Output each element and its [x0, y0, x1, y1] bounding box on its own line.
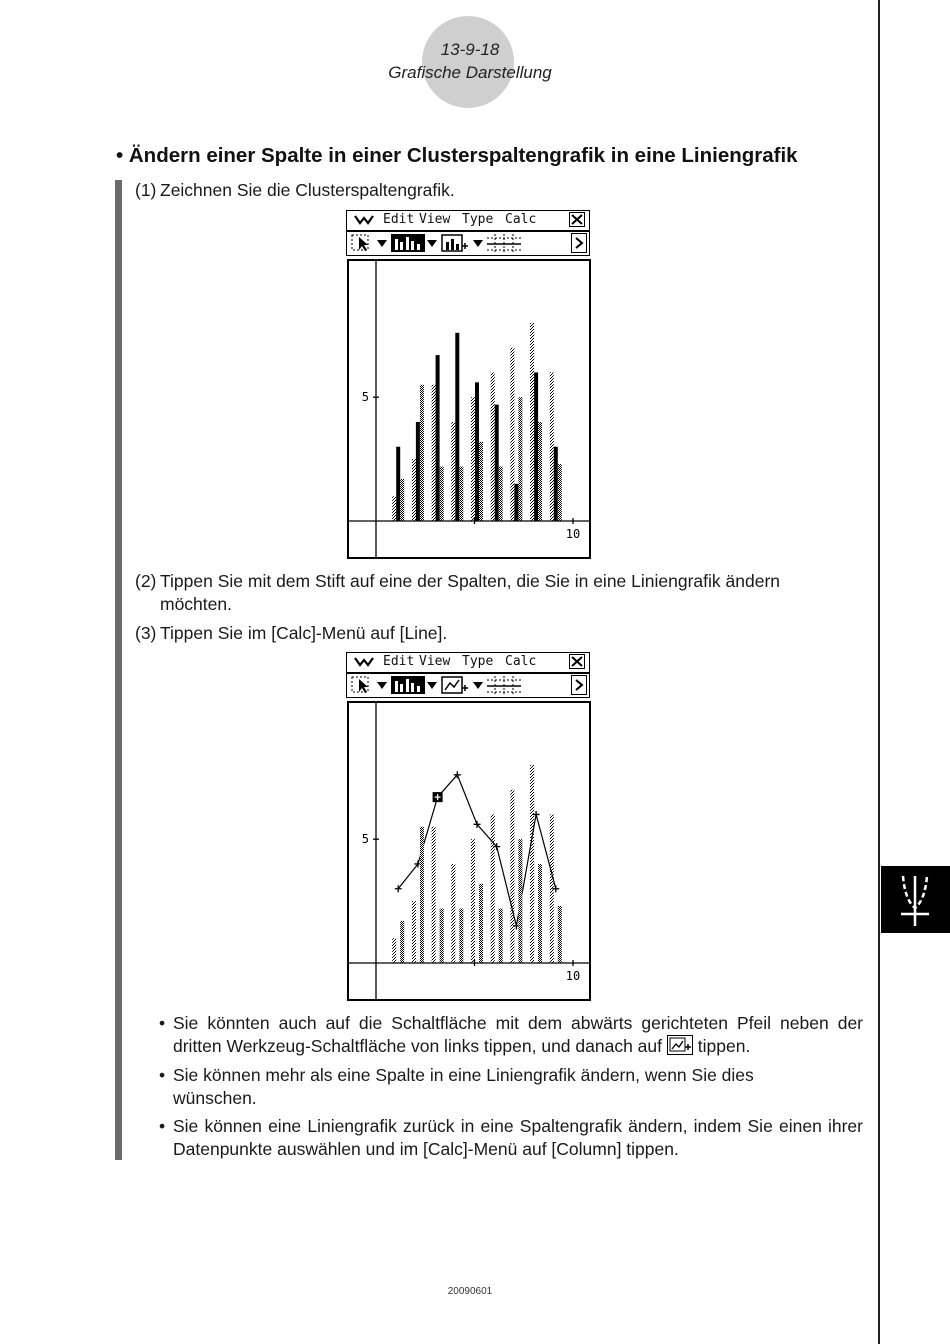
bar [499, 467, 503, 521]
menu-edit[interactable]: Edit [383, 212, 415, 227]
graph-app-icon [881, 866, 950, 933]
dropdown-arrow-icon[interactable] [426, 234, 438, 252]
calculator-screen-1 [346, 210, 590, 560]
bar [479, 442, 483, 521]
bar [558, 906, 562, 963]
x-tick-label: 10 [565, 969, 581, 983]
scroll-right-icon[interactable] [571, 233, 587, 251]
section-bar [115, 180, 122, 1160]
x-tick-label: 10 [565, 527, 581, 541]
menu-bar [346, 210, 590, 231]
menu-view[interactable]: View [419, 654, 451, 669]
cluster-column-line-chart [349, 703, 589, 999]
bar [420, 385, 424, 521]
bar [440, 909, 444, 963]
bar [432, 385, 436, 521]
bar [491, 814, 495, 963]
bar [538, 422, 542, 521]
y-tick-label: 5 [361, 832, 369, 847]
menu-type[interactable]: Type [462, 654, 494, 669]
add-line-icon [667, 1035, 693, 1055]
bar [475, 382, 479, 521]
bar [459, 909, 463, 963]
bar [530, 765, 534, 963]
bar [400, 921, 404, 963]
bar [392, 938, 396, 963]
bullet-text-continued: wünschen. [173, 1088, 257, 1108]
bullet-text-part: tippen. [697, 1036, 751, 1056]
bar [558, 464, 562, 521]
bar [550, 372, 554, 521]
step-text: Zeichnen Sie die Clusterspaltengrafik. [160, 180, 455, 200]
bar [432, 827, 436, 963]
bar [459, 467, 463, 521]
pointer-tool-icon[interactable] [351, 676, 371, 694]
close-icon[interactable] [569, 654, 585, 673]
scroll-right-icon[interactable] [571, 675, 587, 693]
bar [396, 447, 400, 521]
y-tick-label: 5 [361, 390, 369, 405]
add-line-icon[interactable] [441, 676, 469, 694]
cluster-column-chart [349, 261, 589, 557]
bullet-dot: • [159, 1065, 166, 1085]
menu-type[interactable]: Type [462, 212, 494, 227]
bar [400, 479, 404, 521]
bar [412, 901, 416, 963]
bullet-text: Sie können mehr als eine Spalte in eine Liniengrafik ändern, wenn Sie dies [173, 1065, 754, 1085]
dropdown-arrow-icon[interactable] [472, 676, 484, 694]
add-bar-icon[interactable] [441, 234, 469, 252]
bar [471, 839, 475, 963]
close-icon[interactable] [569, 212, 585, 231]
column-graph-icon[interactable] [391, 234, 425, 252]
bullet-text-continued [173, 1035, 750, 1058]
dropdown-arrow-icon[interactable] [472, 234, 484, 252]
step-text-continued: möchten. [160, 594, 232, 614]
bar [499, 909, 503, 963]
menu-edit[interactable]: Edit [383, 654, 415, 669]
bar [451, 864, 455, 963]
grid-icon[interactable] [487, 676, 521, 694]
graph-area[interactable] [347, 701, 591, 1001]
footer-code: 20090601 [447, 1286, 493, 1297]
step-text: Tippen Sie mit dem Stift auf eine der Spalten, die Sie in eine Liniengrafik ändern [160, 571, 781, 591]
bar [514, 484, 518, 521]
section-title: Grafische Darstellung [388, 63, 552, 82]
step-text: Tippen Sie im [Calc]-Menü auf [Line]. [160, 623, 448, 643]
step-number: (1) [135, 180, 157, 200]
calculator-screen-2 [346, 652, 590, 1002]
step-number: (3) [135, 623, 157, 643]
bar [530, 323, 534, 521]
header-circle [422, 16, 514, 108]
graph-area[interactable] [347, 259, 591, 559]
bullet-dot: • [159, 1116, 166, 1136]
chapter-tab [881, 866, 950, 933]
menu-bar [346, 652, 590, 673]
bullet-text-continued: Datenpunkte auswählen und im [Calc]-Menü auf [Column] tippen. [173, 1139, 679, 1159]
bar [479, 884, 483, 963]
bar [440, 467, 444, 521]
menu-arrow-icon[interactable] [353, 654, 375, 674]
menu-arrow-icon[interactable] [353, 212, 375, 232]
bullet-text-part: dritten Werkzeug-Schaltfläche von links tippen, und danach auf [173, 1036, 663, 1056]
dropdown-arrow-icon[interactable] [376, 234, 388, 252]
page-number: 13-9-18 [440, 40, 500, 59]
bullet-dot: • [159, 1013, 166, 1033]
bar [518, 397, 522, 521]
menu-view[interactable]: View [419, 212, 451, 227]
menu-calc[interactable]: Calc [505, 654, 537, 669]
bar [420, 827, 424, 963]
bullet-text: Sie könnten auch auf die Schaltfläche mit dem abwärts gerichteten Pfeil neben der [173, 1013, 863, 1033]
bar [416, 422, 420, 521]
bar [534, 372, 538, 521]
bar [491, 372, 495, 521]
dropdown-arrow-icon[interactable] [376, 676, 388, 694]
pointer-tool-icon[interactable] [351, 234, 371, 252]
bar [538, 864, 542, 963]
bar [436, 355, 440, 521]
bar [455, 333, 459, 521]
step-number: (2) [135, 571, 157, 591]
bar [554, 447, 558, 521]
bar [412, 459, 416, 521]
bar [510, 348, 514, 521]
bar [518, 839, 522, 963]
bar [471, 397, 475, 521]
menu-calc[interactable]: Calc [505, 212, 537, 227]
section-heading: • Ändern einer Spalte in einer Clusterspaltengrafik in eine Liniengrafik [116, 144, 798, 167]
page-edge-rule [878, 0, 880, 1344]
bar [451, 422, 455, 521]
dropdown-arrow-icon[interactable] [426, 676, 438, 694]
grid-icon[interactable] [487, 234, 521, 252]
toolbar [346, 231, 590, 256]
bar [495, 405, 499, 521]
toolbar [346, 673, 590, 698]
bar [392, 496, 396, 521]
bar [510, 790, 514, 963]
bullet-text: Sie können eine Liniengrafik zurück in eine Spaltengrafik ändern, indem Sie einen ihrer [173, 1116, 863, 1136]
column-graph-icon[interactable] [391, 676, 425, 694]
